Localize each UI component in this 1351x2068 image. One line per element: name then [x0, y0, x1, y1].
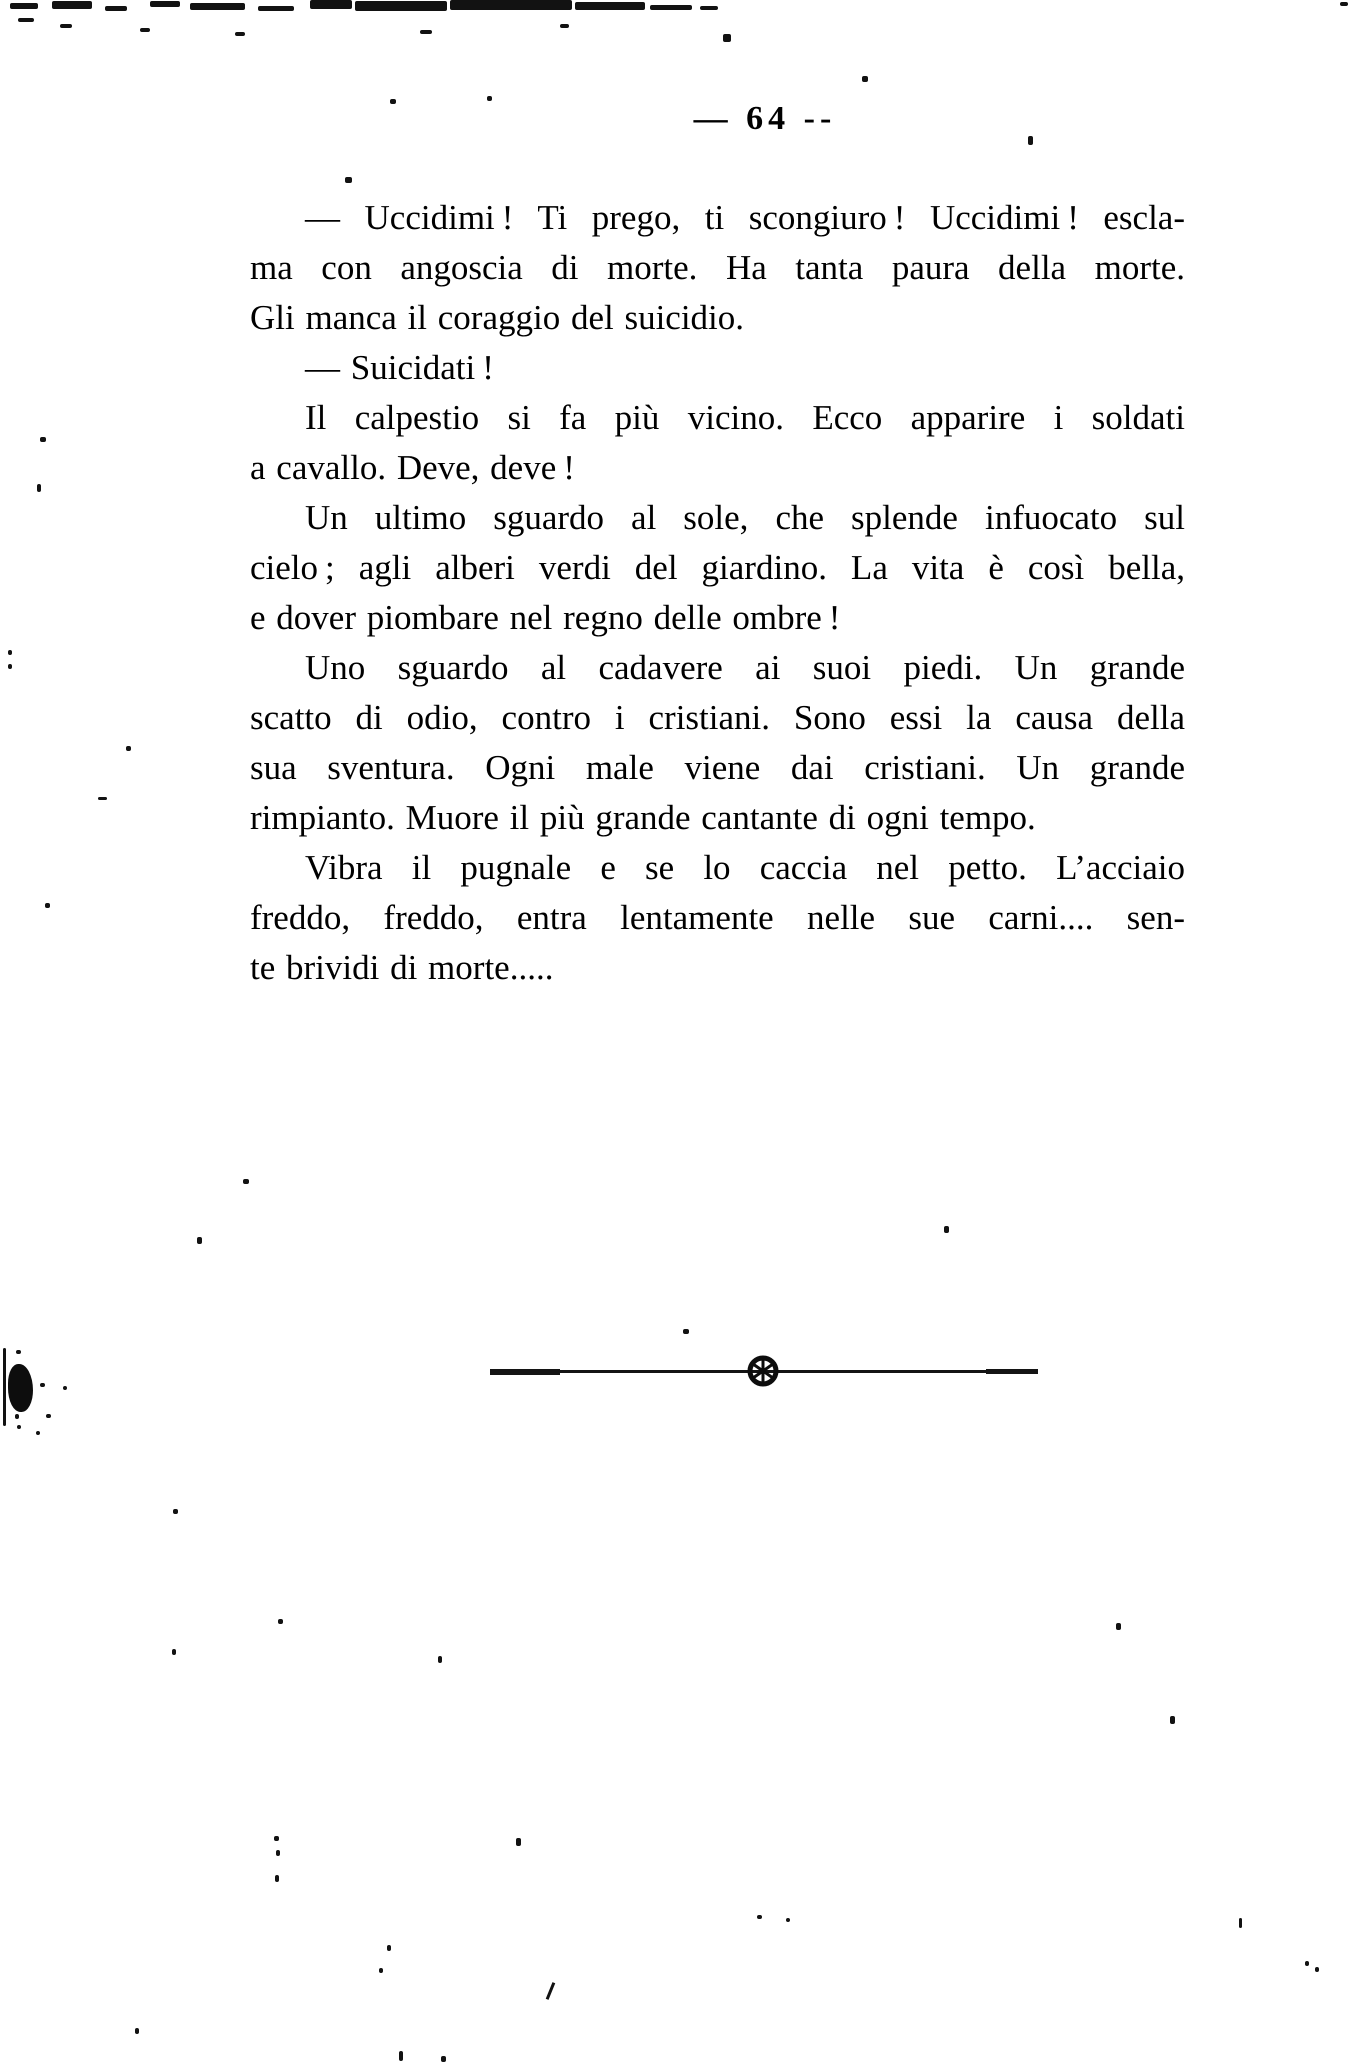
scan-speck	[17, 1425, 21, 1429]
scan-speck	[36, 1431, 40, 1435]
scan-speck	[37, 484, 41, 492]
scan-speck	[46, 1414, 51, 1418]
body-text	[250, 193, 1185, 993]
scan-speck	[15, 1414, 19, 1419]
text-line: Vibra il pugnale e se lo caccia nel petto. L’acciaio	[305, 848, 1185, 887]
scan-speck	[438, 1656, 442, 1663]
scan-speck	[3, 1348, 6, 1426]
text-line: te brividi di morte.....	[250, 948, 554, 987]
scan-speck	[172, 1649, 176, 1655]
text-line: cielo ; agli alberi verdi del giardino. La vita è così bella,	[250, 548, 1185, 587]
scan-speck	[516, 1838, 521, 1846]
scan-speck	[387, 1945, 391, 1951]
text-line: Gli manca il coraggio del suicidio.	[250, 298, 745, 337]
scan-speck	[1170, 1716, 1175, 1724]
scan-speck	[786, 1918, 790, 1922]
text-line: Un ultimo sguardo al sole, che splende infuocato sul	[305, 498, 1185, 537]
scan-speck	[275, 1875, 279, 1882]
scan-speck	[52, 1, 92, 9]
scan-speck	[399, 2051, 403, 2061]
scan-speck	[45, 903, 50, 908]
scan-speck	[98, 797, 107, 800]
scan-speck	[276, 1850, 280, 1856]
scan-speck	[140, 28, 150, 32]
text-line: scatto di odio, contro i cristiani. Sono essi la causa della	[250, 698, 1185, 737]
text-line: Il calpestio si fa più vicino. Ecco apparire i soldati	[305, 398, 1185, 437]
scan-speck	[1116, 1623, 1121, 1630]
scan-speck	[355, 1, 447, 11]
scan-speck	[1340, 2, 1348, 6]
scan-speck	[197, 1237, 202, 1244]
scan-speck	[390, 99, 396, 104]
scan-speck	[1305, 1961, 1309, 1966]
scan-speck	[757, 1915, 762, 1919]
text-line: a cavallo. Deve, deve !	[250, 448, 575, 487]
scan-speck	[862, 76, 868, 82]
scan-speck	[700, 6, 718, 10]
text-line: ma con angoscia di morte. Ha tanta paura della morte.	[250, 248, 1185, 287]
text-line: — Uccidimi ! Ti prego, ti scongiuro ! Uccidimi ! escla-	[305, 198, 1185, 237]
scan-speck	[683, 1329, 689, 1334]
scan-speck	[944, 1226, 949, 1233]
scan-speck	[16, 1350, 21, 1354]
scan-speck	[150, 1, 180, 7]
scan-speck	[650, 5, 692, 10]
scan-speck	[1239, 1918, 1242, 1928]
scan-speck	[173, 1509, 178, 1514]
scan-speck	[40, 437, 46, 442]
scan-speck	[1315, 1967, 1319, 1972]
scan-speck	[258, 6, 294, 11]
scan-speck	[40, 1383, 45, 1387]
text-line: sua sventura. Ogni male viene dai cristiani. Un grande	[250, 748, 1185, 787]
scan-speck	[8, 650, 12, 655]
text-line: Uno sguardo al cadavere ai suoi piedi. Un grande	[305, 648, 1185, 687]
scan-speck	[135, 2028, 139, 2034]
scan-speck	[190, 3, 245, 10]
scan-speck	[8, 1364, 33, 1412]
scan-speck	[18, 18, 34, 22]
scan-speck	[274, 1836, 279, 1841]
text-line: e dover piombare nel regno delle ombre !	[250, 598, 841, 637]
scan-speck	[60, 24, 72, 28]
scan-speck	[723, 34, 731, 42]
text-line: rimpianto. Muore il più grande cantante di ogni tempo.	[250, 798, 1036, 837]
rosette-icon	[745, 1353, 781, 1389]
scan-speck	[278, 1619, 283, 1624]
text-line: — Suicidati !	[305, 348, 494, 387]
scan-speck	[1028, 136, 1033, 145]
scan-speck	[487, 96, 492, 101]
scan-speck	[379, 1968, 383, 1973]
scan-speck	[243, 1179, 249, 1184]
text-line: freddo, freddo, entra lentamente nelle sue carni.... sen-	[250, 898, 1185, 937]
scan-speck	[235, 32, 245, 36]
divider-end-right	[986, 1369, 1038, 1374]
scan-speck	[10, 3, 38, 9]
scan-speck	[105, 6, 127, 11]
scan-speck	[560, 24, 569, 28]
scan-speck	[450, 0, 572, 10]
scan-speck	[126, 746, 131, 751]
scan-speck	[345, 177, 352, 183]
scan-speck	[441, 2056, 446, 2062]
divider-end-left	[490, 1369, 560, 1375]
page-number: — 64 --	[693, 100, 837, 137]
scan-speck	[310, 0, 352, 9]
scan-speck	[63, 1386, 67, 1390]
scan-speck	[8, 664, 12, 669]
scan-speck	[420, 30, 432, 34]
scan-speck	[546, 1982, 556, 2000]
scan-speck	[575, 2, 645, 10]
